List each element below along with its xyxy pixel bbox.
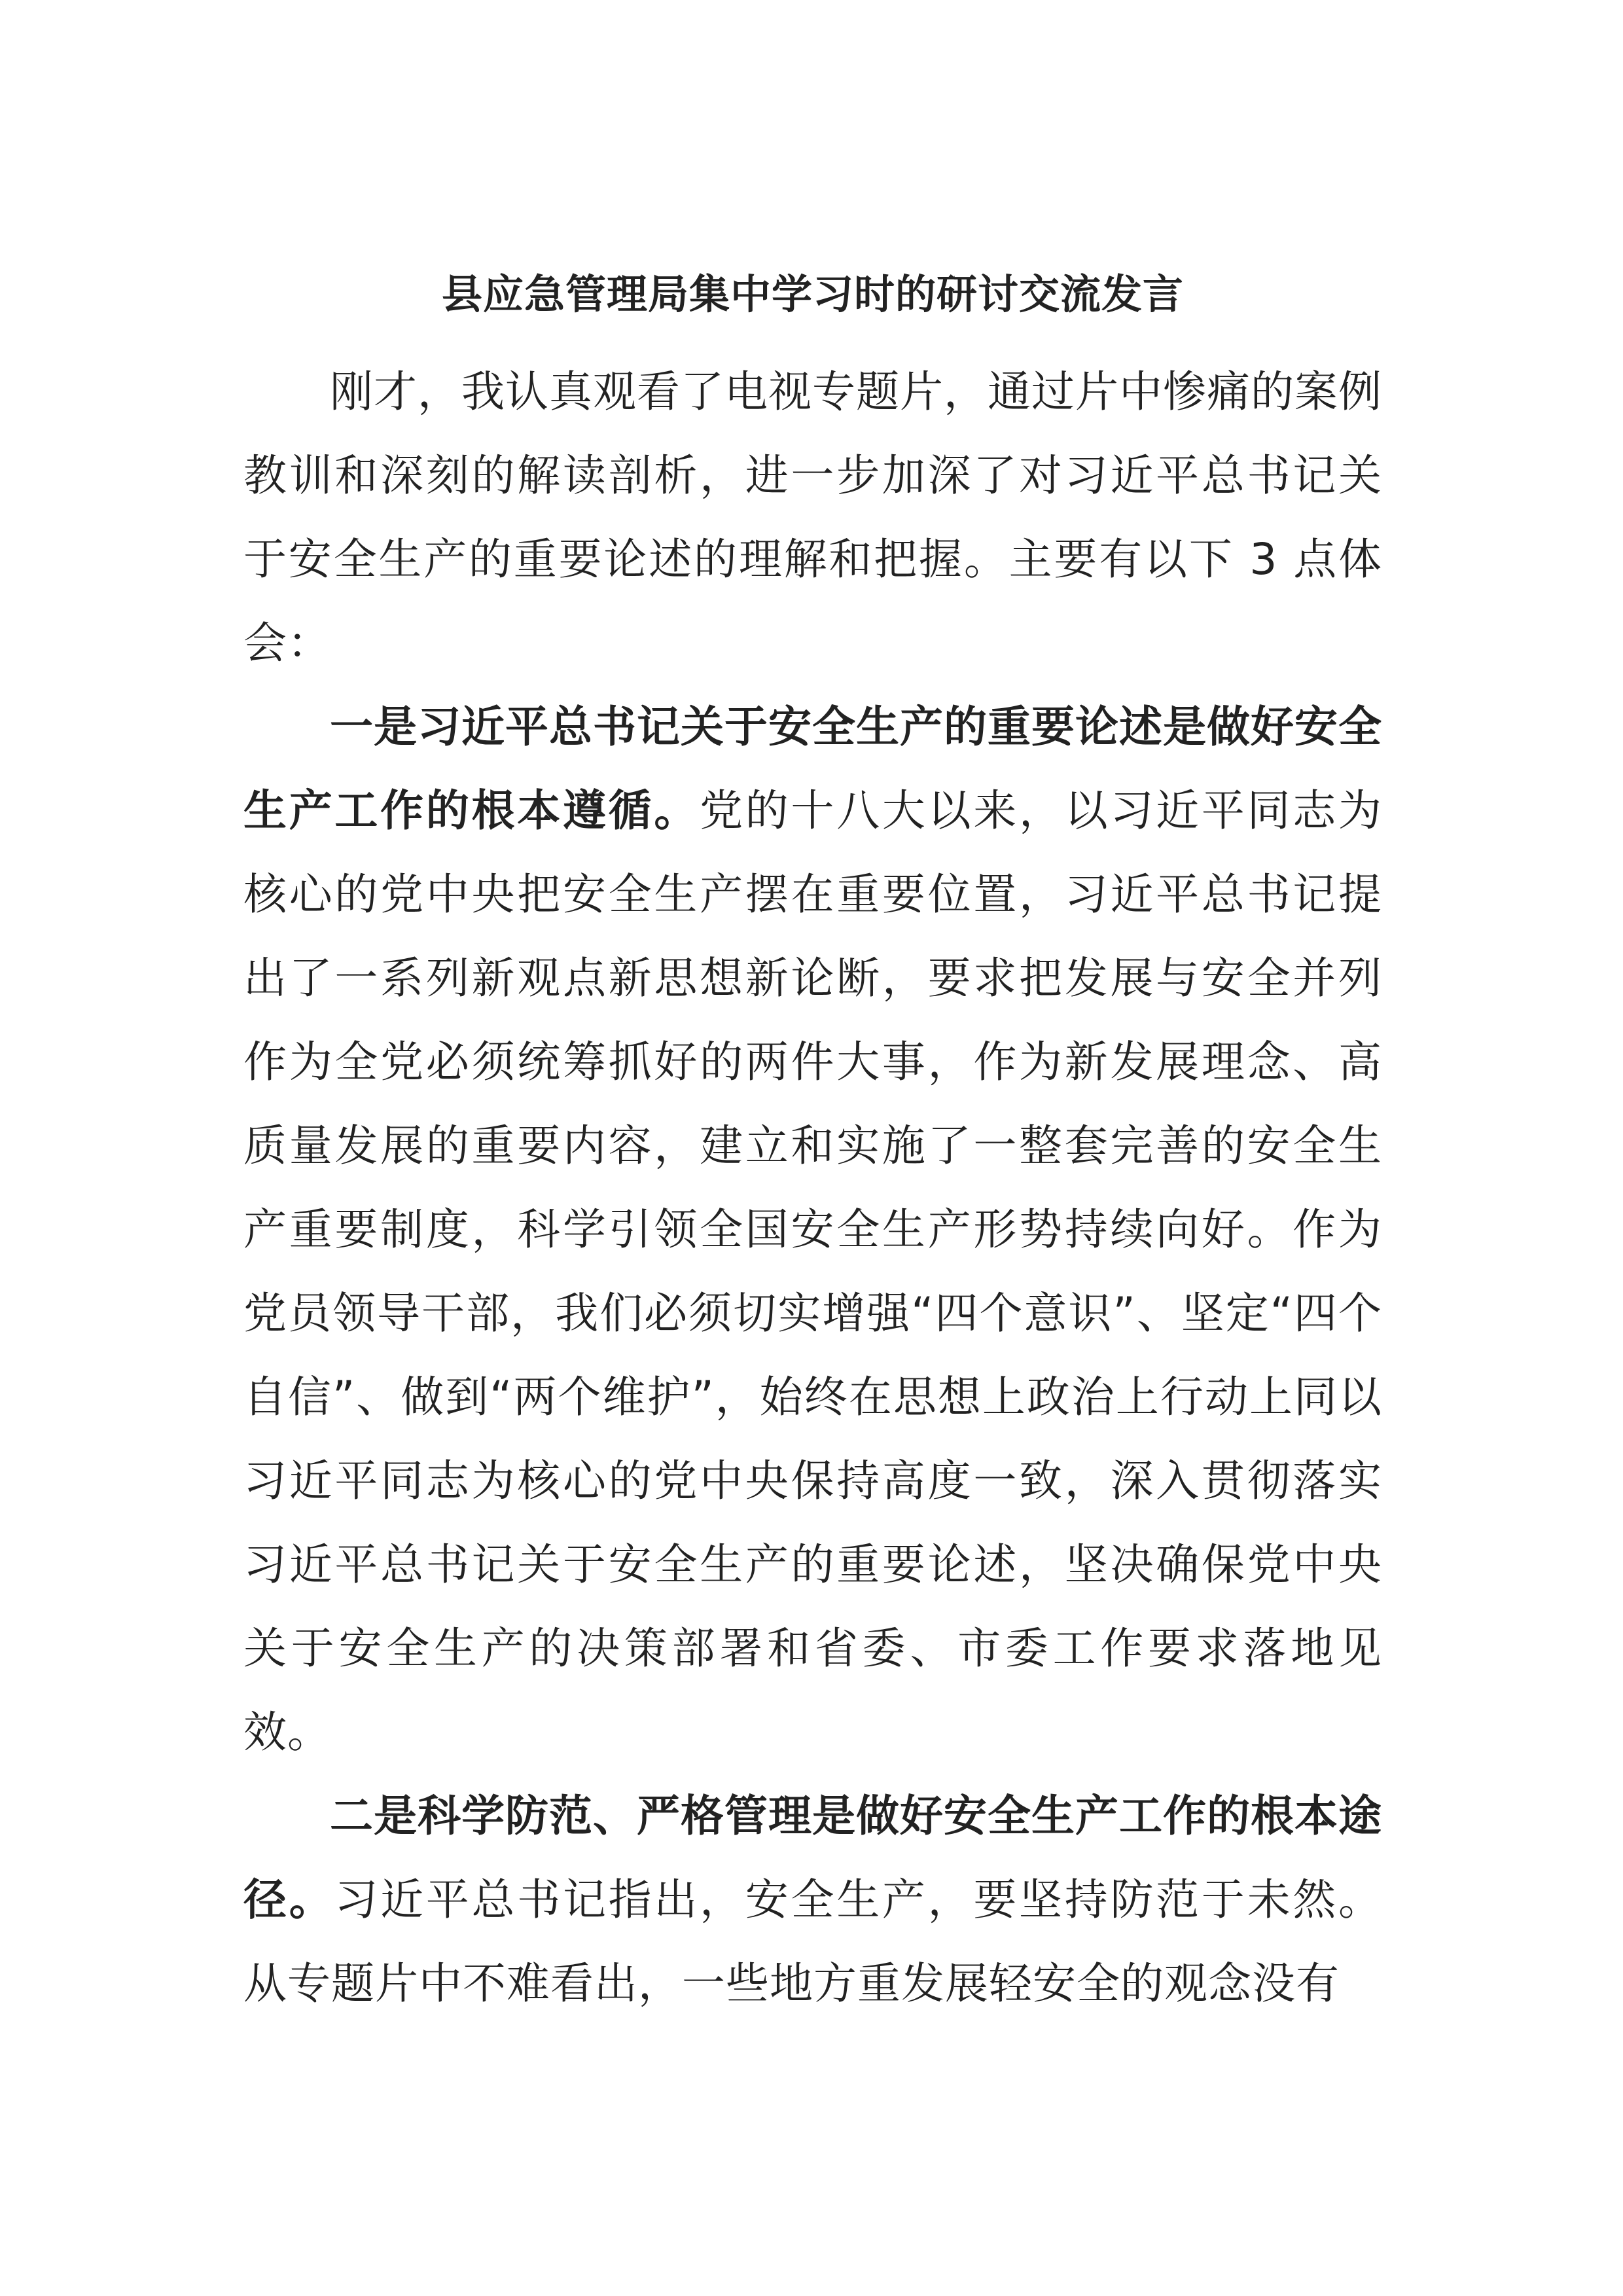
document-title: 县应急管理局集中学习时的研讨交流发言: [441, 270, 1184, 318]
paragraph-text: 党的十八大以来，以习近平同志为核心的党中央把安全生产摆在重要位置，习近平总书记提出了一系列新观点新思想新论断，要求把发展与安全并列作为全党必须统筹抓好的两件大事，作为新发展理念、高质量发展的重要内容，建立和实施了一整套完善的安全生产重要制度，科学引领全国安全生产形势持续向好。作为党员领导干部，我们必须切实增强“四个意识”、坚定“四个自信”、做到“两个维护”，始终在思想上政治上行动上同以习近平同志为核心的党中央保持高度一致，深入贯彻落实习近平总书记关于安全生产的重要论述，坚决确保党中央关于安全生产的决策部署和省委、市委工作要求落地见效。: [243, 785, 1383, 1757]
paragraph-intro: [243, 350, 1382, 685]
paragraph-text: 习近平总书记指出，安全生产，要坚持防范于未然。从专题片中不难看出，一些地方重发展轻安全的观念没有: [243, 1874, 1383, 2009]
paragraph-lead: 二是科学防范、严格管理是做好安全生产工作的根本途径。: [243, 1791, 1382, 1925]
paragraph-point-one: [243, 685, 1382, 1774]
paragraph-lead: 一是习近平总书记关于安全生产的重要论述是做好安全生产工作的根本遵循。: [243, 702, 1382, 836]
paragraph-point-two: [243, 1774, 1382, 2026]
paragraph-text: 刚才，我认真观看了电视专题片，通过片中惨痛的案例教训和深刻的解读剖析，进一步加深了对习近平总书记关于安全生产的重要论述的理解和把握。主要有以下 3 点体会：: [243, 367, 1382, 668]
document-page: [243, 265, 1382, 2026]
